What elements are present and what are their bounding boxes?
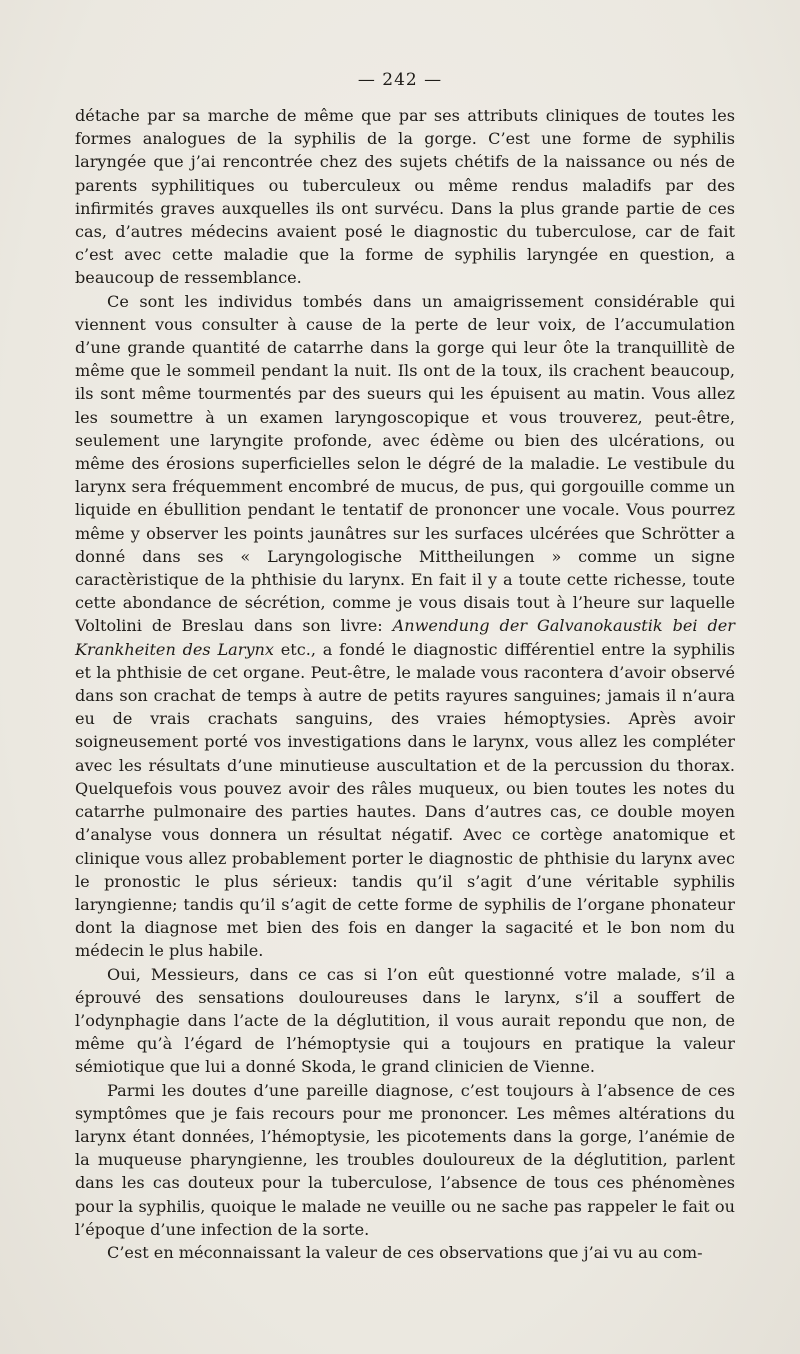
paragraph-text: détache par sa marche de même que par ses attributs cliniques de toutes les formes analogues de la syphilis de la gorge. C’est une forme de syphilis laryngée que j’ai rencontrée chez des sujets chétifs de la naissance ou nés de parents syphilitiques ou tuberculeux ou même rendus maladifs par des infirmités graves auxquelles ils ont survécu. Dans la plus grande partie de ces cas, d’autres médecins avaient posé le diagnostic du tuberculose, car de fait c’est avec cette maladie que la forme de syphilis laryngée en question, a beaucoup de ressemblance. [75, 106, 735, 288]
paragraph-3 [75, 963, 735, 1079]
paragraph-2 [75, 290, 735, 963]
paragraph-5 [75, 1241, 735, 1264]
paragraph-text: Oui, Messieurs, dans ce cas si l’on eût questionné votre malade, s’il a éprouvé des sensations douloureuses dans le larynx, s’il a souffert de l’odynphagie dans l’acte de la déglutition, il vous aurait repondu que non, de même qu’à l’égard de l’hémoptysie qui a toujours en pratique la valeur sémiotique que lui a donné Skoda, le grand clinicien de Vienne. [75, 964, 735, 1077]
paragraph-text: C’est en méconnaissant la valeur de ces observations que j’ai vu au com- [107, 1242, 703, 1262]
paragraph-1 [75, 104, 735, 290]
paragraph-4 [75, 1079, 735, 1241]
body-text [75, 104, 735, 1264]
paragraph-text: Parmi les doutes d’une pareille diagnose, c’est toujours à l’absence de ces symptômes que je fais recours pour me prononcer. Les mêmes altérations du larynx étant données, l’hémoptysie, les picotements dans la gorge, l’anémie de la muqueuse pharyngienne, les troubles douloureux de la déglutition, parlent dans les cas douteux pour la tuberculose, l’absence de tous ces phénomènes pour la syphilis, quoique le malade ne veuille ou ne sache pas rappeler le fait ou l’époque d’une infection de la sorte. [75, 1080, 735, 1239]
paragraph-text: etc., a fondé le diagnostic différentiel entre la syphilis et la phthisie de cet organe. Peut-être, le malade vous racontera d’avoir observé dans son crachat de temps à autre de petits rayures sanguines; jamais il n’aura eu de vrais crachats sanguins, des vraies hémoptysies. Après avoir soigneusement porté vos investigations dans le larynx, vous allez les compléter avec les résultats d’une minutieuse auscultation et de la percussion du thorax. Quelquefois vous pouvez avoir des râles muqueux, ou bien toutes les notes du catarrhe pulmonaire des parties hautes. Dans d’autres cas, ce double moyen d’analyse vous donnera un résultat négatif. Avec ce cortège anatomique et clinique vous allez probablement porter le diagnostic de phthisie du larynx avec le pronostic le plus sérieux: tandis qu’il s’agit d’une véritable syphilis laryngienne; tandis qu’il s’agit de cette forme de syphilis de l’organe phonateur dont la diagnose met bien des fois en danger la sagacité et le bon nom du médecin le plus habile. [75, 639, 736, 961]
page-number: — 242 — [357, 70, 443, 90]
paragraph-text: Ce sont les individus tombés dans un amaigrissement considérable qui viennent vous consulter à cause de la perte de leur voix, de l’accumulation d’une grande quantité de catarrhe dans la gorge qui leur ôte la tranquillitè de même que le sommeil pendant la nuit. Ils ont de la toux, ils crachent beaucoup, ils sont même tourmentés par des sueurs qui les épuisent au matin. Vous allez les soumettre à un examen laryngoscopique et vous trouverez, peut-être, seulement une laryngite profonde, avec édème ou bien des ulcérations, ou même des érosions superficielles selon le dégré de la maladie. Le vestibule du larynx sera fréquemment encombré de mucus, de pus, qui gorgouille comme un liquide en ébullition pendant le tentatif de prononcer une vocale. Vous pourrez même y observer les points jaunâtres sur les surfaces ulcérées que Schrötter a donné dans ses « Laryngologische Mittheilungen » comme un signe caractèristique de la phthisie du larynx. En fait il y a toute cette richesse, toute cette abondance de sécrétion, comme je vous disais tout à l’heure sur laquelle Voltolini de Breslau dans son livre: [75, 291, 735, 636]
book-title-italic: Anwendung der Galvanokaustik bei der Krankheiten des Larynx [75, 616, 735, 659]
